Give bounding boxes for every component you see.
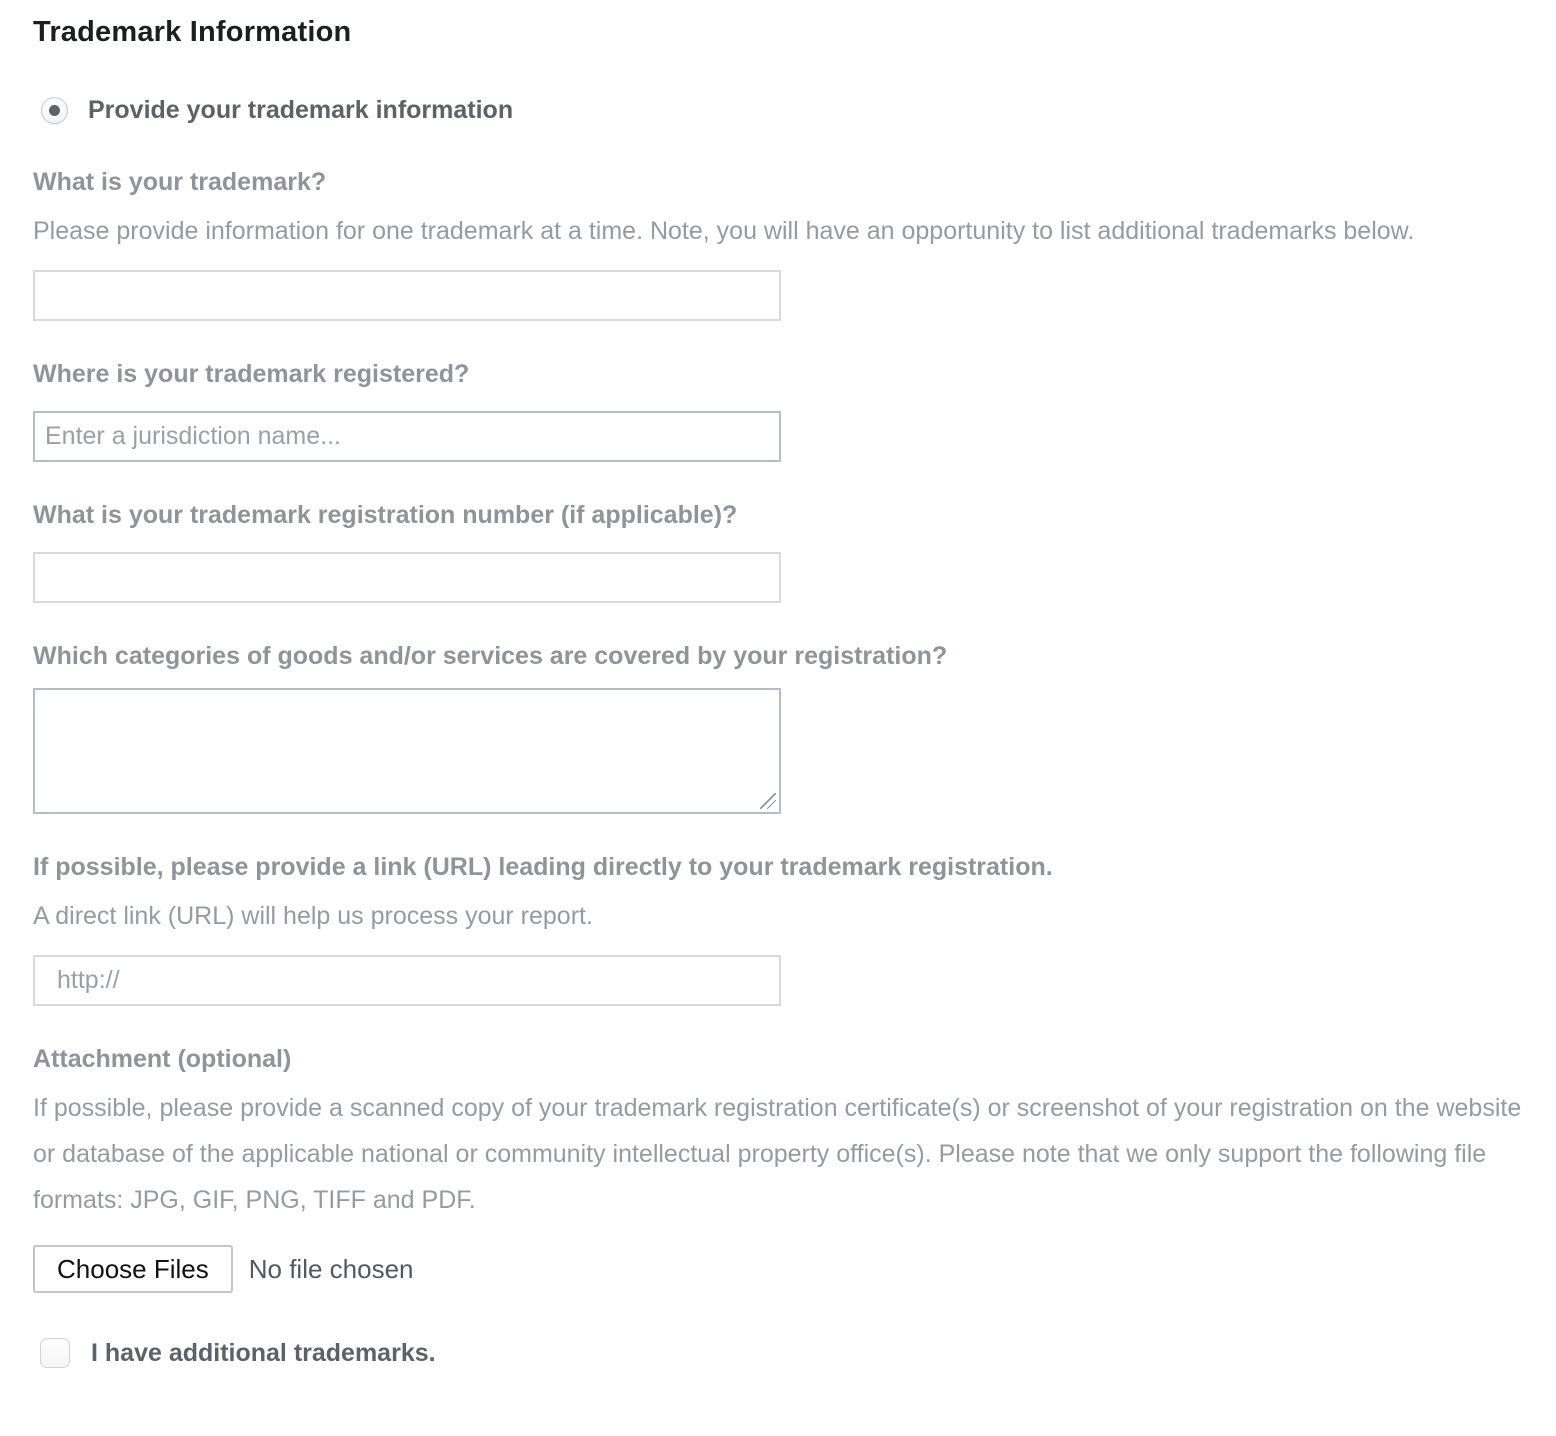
registration-url-field bbox=[33, 852, 1523, 1006]
file-upload-row bbox=[33, 1245, 1523, 1293]
provide-trademark-radio[interactable] bbox=[41, 97, 68, 124]
jurisdiction-input[interactable] bbox=[33, 411, 781, 462]
page-title: Trademark Information bbox=[33, 16, 352, 48]
registration-number-field bbox=[33, 500, 1523, 603]
attachment-field bbox=[33, 1044, 1523, 1293]
radio-selected-dot bbox=[49, 105, 60, 116]
categories-textarea-wrap bbox=[33, 688, 781, 814]
no-file-chosen-text: No file chosen bbox=[248, 1253, 414, 1284]
trademark-name-label: What is your trademark? bbox=[33, 168, 327, 196]
additional-trademarks-row bbox=[33, 1338, 1523, 1368]
additional-trademarks-label: I have additional trademarks. bbox=[91, 1338, 436, 1367]
provide-trademark-radio-label: Provide your trademark information bbox=[88, 96, 514, 124]
jurisdiction-field bbox=[33, 359, 1523, 462]
trademark-name-field bbox=[33, 167, 1523, 321]
registration-url-help: A direct link (URL) will help us process your report. bbox=[33, 902, 593, 930]
trademark-name-input[interactable] bbox=[33, 270, 781, 321]
registration-number-label: What is your trademark registration number (if applicable)? bbox=[33, 501, 738, 529]
categories-label: Which categories of goods and/or services are covered by your registration? bbox=[33, 642, 948, 670]
attachment-help: If possible, please provide a scanned copy of your trademark registration certificate(s) or screenshot of your registration on the website or database of the applicable national or community intellectual property office(s). Please note that we only support the following file formats: JPG, GIF, PNG, TIFF and PDF. bbox=[33, 1094, 1522, 1214]
trademark-name-help: Please provide information for one trademark at a time. Note, you will have an opportunity to list additional trademarks below. bbox=[33, 217, 1415, 245]
choose-files-button[interactable]: Choose Files bbox=[33, 1245, 233, 1293]
jurisdiction-label: Where is your trademark registered? bbox=[33, 360, 470, 388]
registration-url-label: If possible, please provide a link (URL) leading directly to your trademark registration. bbox=[33, 853, 1053, 881]
categories-field bbox=[33, 641, 1523, 814]
categories-textarea[interactable] bbox=[33, 688, 781, 814]
registration-url-input[interactable] bbox=[33, 955, 781, 1006]
radio-option-row bbox=[33, 96, 1523, 125]
attachment-label: Attachment (optional) bbox=[33, 1045, 292, 1073]
additional-trademarks-checkbox[interactable] bbox=[40, 1338, 70, 1368]
registration-number-input[interactable] bbox=[33, 552, 781, 603]
